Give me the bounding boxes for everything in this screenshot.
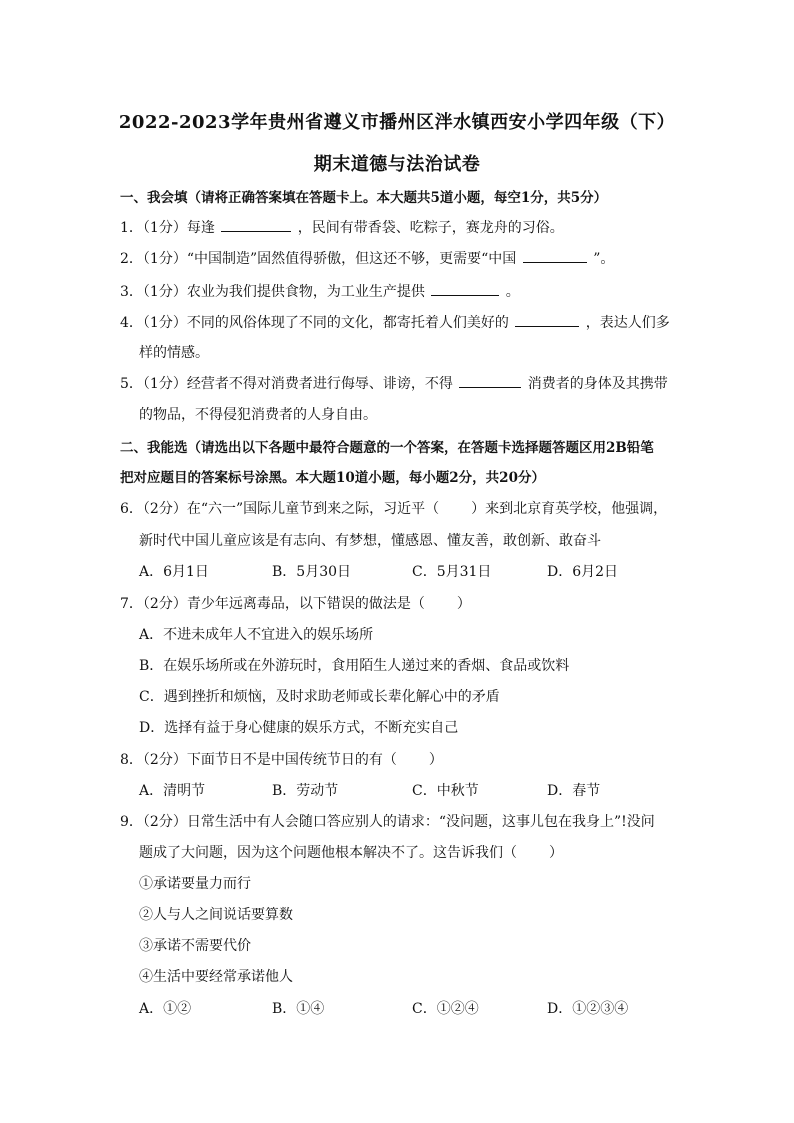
question-3 <box>120 281 520 301</box>
section2-heading-line2: 把对应题目的答案标号涂黑。本大题10道小题，每小题2分，共20分） <box>120 470 545 486</box>
answer-blank <box>523 250 587 263</box>
q8-option-a: A．清明节 <box>139 783 206 799</box>
question-3-text: 3．（1分）农业为我们提供食物，为工业生产提供 <box>120 284 425 300</box>
question-8 <box>120 749 443 769</box>
question-5 <box>120 373 668 393</box>
question-2-text-end: ”。 <box>593 251 615 267</box>
q6-option-a: A．6月1日 <box>139 564 209 580</box>
q9-statement-4: ④生活中要经常承诺他人 <box>139 969 293 985</box>
question-6-continuation: 新时代中国儿童应该是有志向、有梦想，懂感恩、懂友善，敢创新、敢奋斗 <box>139 533 601 549</box>
q7-option-b: B．在娱乐场所或在外游玩时，食用陌生人递过来的香烟、食品或饮料 <box>139 658 570 674</box>
q9-option-a: A．①② <box>139 1001 192 1017</box>
question-4-text-end: ，表达人们多 <box>585 315 670 331</box>
question-1 <box>120 217 564 237</box>
question-4 <box>120 312 670 332</box>
q7-option-a: A．不进未成年人不宜进入的娱乐场所 <box>139 627 374 643</box>
q6-option-b: B．5月30日 <box>272 564 352 580</box>
question-2 <box>120 248 614 268</box>
section2-heading-line1: 二、我能选（请选出以下各题中最符合题意的一个答案，在答题卡选择题答题区用2B铅笔 <box>120 440 654 456</box>
answer-blank <box>221 219 291 232</box>
answer-blank <box>431 283 499 296</box>
question-5-text-end: 消费者的身体及其携带 <box>527 376 668 392</box>
q8-option-b: B．劳动节 <box>272 783 339 799</box>
q9-statement-3: ③承诺不需要代价 <box>139 938 251 954</box>
question-4-text: 4．（1分）不同的风俗体现了不同的文化，都寄托着人们美好的 <box>120 315 509 331</box>
q9-statement-2: ②人与人之间说话要算数 <box>139 907 293 923</box>
question-6-text: 6．（2分）在“六一”国际儿童节到来之际，习近平（ <box>120 501 440 517</box>
q6-option-c: C．5月31日 <box>412 564 492 580</box>
answer-blank <box>515 314 579 327</box>
q9-option-b: B．①④ <box>272 1001 325 1017</box>
question-5-continuation: 的物品，不得侵犯消费者的人身自由。 <box>139 407 377 423</box>
question-8-text: 8．（2分）下面节日不是中国传统节日的有（ <box>120 752 397 768</box>
q7-option-c: C．遇到挫折和烦恼，及时求助老师或长辈化解心中的矛盾 <box>139 689 500 705</box>
answer-blank <box>459 375 521 388</box>
question-5-text: 5．（1分）经营者不得对消费者进行侮辱、诽谤，不得 <box>120 376 453 392</box>
question-4-continuation: 样的情感。 <box>139 345 209 361</box>
question-6-text-end: ）来到北京育英学校，他强调， <box>471 501 668 517</box>
question-9-text-end: ） <box>549 845 563 861</box>
question-9-text: 题成了大问题，因为这个问题他根本解决不了。这告诉我们（ <box>139 845 517 861</box>
question-9-line1: 9．（2分）日常生活中有人会随口答应别人的请求：“没问题，这事儿包在我身上”!没问 <box>120 814 655 830</box>
exam-title-line2: 期末道德与法治试卷 <box>313 154 481 175</box>
q7-option-d: D．选择有益于身心健康的娱乐方式，不断充实自己 <box>139 720 459 736</box>
q9-statement-1: ①承诺要量力而行 <box>139 876 251 892</box>
section1-heading: 一、我会填（请将正确答案填在答题卡上。本大题共5道小题，每空1分，共5分） <box>120 190 608 206</box>
question-7-text-end: ） <box>456 596 471 612</box>
question-1-text: 1．（1分）每逢 <box>120 220 215 236</box>
question-1-text-end: ，民间有带香袋、吃粽子，赛龙舟的习俗。 <box>297 220 564 236</box>
question-3-text-end: 。 <box>505 284 520 300</box>
question-9-line2 <box>139 842 563 862</box>
q6-option-d: D．6月2日 <box>547 564 619 580</box>
q8-option-d: D．春节 <box>547 783 601 799</box>
question-8-text-end: ） <box>428 752 443 768</box>
question-7-text: 7．（2分）青少年远离毒品，以下错误的做法是（ <box>120 596 425 612</box>
exam-title-line1: 2022-2023学年贵州省遵义市播州区泮水镇西安小学四年级（下） <box>118 112 676 133</box>
question-6 <box>120 498 667 518</box>
q8-option-c: C．中秋节 <box>412 783 479 799</box>
question-7 <box>120 593 471 613</box>
question-2-text: 2．（1分）“中国制造”固然值得骄傲，但这还不够，更需要“中国 <box>120 251 517 267</box>
q9-option-d: D．①②③④ <box>547 1001 629 1017</box>
q9-option-c: C．①②④ <box>412 1001 479 1017</box>
